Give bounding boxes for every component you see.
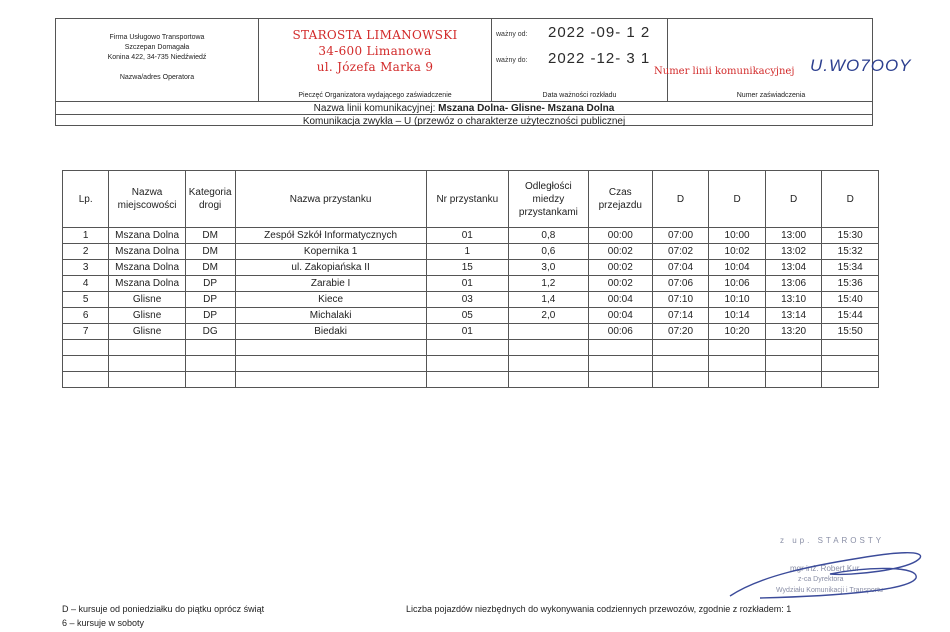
operator-line-1: Firma Usługowo Transportowa [109, 34, 205, 41]
cell-town [109, 356, 185, 372]
cell-course-1: 07:20 [652, 324, 709, 340]
cell-stop-name: Kiece [235, 292, 426, 308]
cell-stop-name: ul. Zakopiańska II [235, 260, 426, 276]
stamp-line-1: STAROSTA LIMANOWSKI [292, 28, 458, 42]
cell-stop-number: 15 [426, 260, 508, 276]
signature-stamp-line-3: z-ca Dyrektora [798, 576, 844, 583]
cell-distance: 1,2 [508, 276, 588, 292]
table-row [63, 324, 879, 340]
cell-road-category [185, 340, 235, 356]
cell-course-4 [822, 356, 879, 372]
cell-course-1: 07:06 [652, 276, 709, 292]
line-number-stamp: Numer linii komunikacyjnej [654, 66, 795, 77]
cell-distance: 3,0 [508, 260, 588, 276]
certificate-label: Numer zaświadczenia [736, 92, 806, 99]
cell-lp: 6 [63, 308, 109, 324]
cell-travel-time: 00:02 [588, 260, 652, 276]
cell-stop-number [426, 372, 508, 388]
cell-road-category: DG [185, 324, 235, 340]
service-type: Komunikacja zwykła – U (przewóz o charakterze użyteczności publicznej [302, 116, 626, 127]
cell-lp [63, 372, 109, 388]
valid-from-label: ważny od: [496, 31, 528, 38]
cell-road-category [185, 356, 235, 372]
signature-stamp-line-2: mgr inż. Robert Kur [790, 564, 860, 573]
cell-travel-time [588, 372, 652, 388]
cell-stop-name: Zespół Szkół Informatycznych [235, 228, 426, 244]
header-box [55, 18, 912, 127]
valid-to-label: ważny do: [496, 57, 528, 64]
cell-town: Mszana Dolna [109, 228, 185, 244]
cell-lp: 2 [63, 244, 109, 260]
note-d: D – kursuje od poniedziałku do piątku oprócz świąt [62, 604, 265, 614]
cell-stop-number: 01 [426, 276, 508, 292]
cell-distance [508, 356, 588, 372]
cell-course-3: 13:06 [765, 276, 822, 292]
cell-course-2 [709, 372, 766, 388]
cell-course-3: 13:04 [765, 260, 822, 276]
cell-course-2: 10:10 [709, 292, 766, 308]
cell-course-3: 13:14 [765, 308, 822, 324]
cell-lp: 4 [63, 276, 109, 292]
cell-course-3 [765, 356, 822, 372]
cell-lp: 3 [63, 260, 109, 276]
cell-course-2 [709, 356, 766, 372]
cell-course-1: 07:10 [652, 292, 709, 308]
valid-from-value: 2022 -09- 1 2 [548, 24, 651, 41]
cell-course-1: 07:02 [652, 244, 709, 260]
signature-scribble [720, 536, 940, 606]
cell-stop-name: Kopernika 1 [235, 244, 426, 260]
stamp-line-3: ul. Józefa Marka 9 [316, 60, 434, 74]
certificate-handwritten: U.WO7OOY [810, 56, 912, 75]
cell-stop-name: Zarabie I [235, 276, 426, 292]
cell-travel-time [588, 340, 652, 356]
col-course-2: D [709, 171, 766, 228]
cell-stop-name [235, 340, 426, 356]
cell-distance: 0,6 [508, 244, 588, 260]
cell-stop-number: 01 [426, 324, 508, 340]
cell-town [109, 372, 185, 388]
cell-road-category: DP [185, 276, 235, 292]
table-row [63, 356, 879, 372]
cell-course-2 [709, 340, 766, 356]
cell-course-2: 10:06 [709, 276, 766, 292]
service-type-row [56, 114, 872, 127]
cell-distance: 2,0 [508, 308, 588, 324]
certificate-cell [654, 19, 912, 101]
cell-lp: 1 [63, 228, 109, 244]
cell-course-4: 15:36 [822, 276, 879, 292]
operator-line-3: Konina 422, 34-735 Niedźwiedź [107, 54, 207, 61]
cell-town [109, 340, 185, 356]
cell-course-2: 10:02 [709, 244, 766, 260]
cell-stop-number [426, 340, 508, 356]
cell-course-4: 15:32 [822, 244, 879, 260]
cell-distance [508, 340, 588, 356]
cell-course-1: 07:00 [652, 228, 709, 244]
valid-to-value: 2022 -12- 3 1 [548, 50, 651, 67]
operator-line-2: Szczepan Domagała [124, 44, 190, 51]
vehicles-note: Liczba pojazdów niezbędnych do wykonywania codziennych przewozów, zgodnie z rozkładem: 1 [406, 604, 792, 614]
cell-road-category: DM [185, 228, 235, 244]
cell-town: Mszana Dolna [109, 276, 185, 292]
table-row [63, 308, 879, 324]
cell-travel-time: 00:02 [588, 244, 652, 260]
stamp-cell [259, 19, 492, 101]
col-course-1: D [652, 171, 709, 228]
cell-road-category: DM [185, 244, 235, 260]
col-course-3: D [765, 171, 822, 228]
cell-course-3: 13:00 [765, 228, 822, 244]
cell-distance: 1,4 [508, 292, 588, 308]
cell-course-3 [765, 340, 822, 356]
cell-course-4: 15:40 [822, 292, 879, 308]
cell-lp [63, 356, 109, 372]
cell-course-3: 13:02 [765, 244, 822, 260]
cell-lp: 7 [63, 324, 109, 340]
cell-course-4 [822, 372, 879, 388]
signature-stamp-line-4: Wydziału Komunikacji i Transportu [776, 587, 883, 594]
route-label: Nazwa linii komunikacyjnej: [313, 103, 436, 114]
cell-travel-time: 00:04 [588, 292, 652, 308]
cell-course-1 [652, 340, 709, 356]
cell-town: Mszana Dolna [109, 260, 185, 276]
table-row [63, 260, 879, 276]
signature-stamp [720, 536, 940, 606]
cell-stop-name: Biedaki [235, 324, 426, 340]
cell-stop-name: Michalaki [235, 308, 426, 324]
operator-cell [56, 19, 259, 101]
signature-stamp-line-1: z up. STAROSTY [780, 536, 885, 545]
table-header-row [63, 171, 879, 228]
col-travel-time: Czas przejazdu [588, 171, 652, 228]
cell-course-4: 15:44 [822, 308, 879, 324]
cell-travel-time: 00:00 [588, 228, 652, 244]
table-row [63, 292, 879, 308]
validity-label: Data ważności rozkładu [542, 92, 617, 99]
cell-course-3: 13:10 [765, 292, 822, 308]
note-6: 6 – kursuje w soboty [62, 618, 145, 628]
cell-road-category [185, 372, 235, 388]
cell-town: Glisne [109, 308, 185, 324]
cell-travel-time: 00:06 [588, 324, 652, 340]
cell-town: Glisne [109, 292, 185, 308]
col-distance: Odległości miedzy przystankami [508, 171, 588, 228]
col-town: Nazwa miejscowości [109, 171, 185, 228]
cell-road-category: DM [185, 260, 235, 276]
cell-stop-name [235, 356, 426, 372]
cell-town: Mszana Dolna [109, 244, 185, 260]
cell-course-4 [822, 340, 879, 356]
cell-course-1 [652, 372, 709, 388]
cell-road-category: DP [185, 308, 235, 324]
cell-course-1 [652, 356, 709, 372]
cell-course-3 [765, 372, 822, 388]
cell-travel-time [588, 356, 652, 372]
schedule-table [62, 170, 879, 388]
cell-stop-number: 1 [426, 244, 508, 260]
col-course-4: D [822, 171, 879, 228]
cell-distance [508, 372, 588, 388]
col-road-category: Kategoria drogi [185, 171, 235, 228]
cell-stop-number: 01 [426, 228, 508, 244]
cell-course-4: 15:30 [822, 228, 879, 244]
col-stop-number: Nr przystanku [426, 171, 508, 228]
table-row [63, 372, 879, 388]
cell-road-category: DP [185, 292, 235, 308]
cell-course-2: 10:14 [709, 308, 766, 324]
cell-town: Glisne [109, 324, 185, 340]
col-lp: Lp. [63, 171, 109, 228]
cell-lp: 5 [63, 292, 109, 308]
validity-cell [492, 19, 668, 101]
cell-stop-name [235, 372, 426, 388]
cell-stop-number: 05 [426, 308, 508, 324]
cell-distance [508, 324, 588, 340]
cell-distance: 0,8 [508, 228, 588, 244]
stamp-line-2: 34-600 Limanowa [318, 44, 432, 58]
route-name: Mszana Dolna- Glisne- Mszana Dolna [438, 103, 615, 114]
cell-course-2: 10:04 [709, 260, 766, 276]
col-stop-name: Nazwa przystanku [235, 171, 426, 228]
table-row [63, 244, 879, 260]
cell-travel-time: 00:04 [588, 308, 652, 324]
cell-lp [63, 340, 109, 356]
table-body [63, 228, 879, 388]
cell-course-2: 10:00 [709, 228, 766, 244]
cell-course-1: 07:14 [652, 308, 709, 324]
stamp-label: Pieczęć Organizatora wydającego zaświadczenie [298, 92, 452, 99]
table-row [63, 276, 879, 292]
cell-course-3: 13:20 [765, 324, 822, 340]
cell-course-1: 07:04 [652, 260, 709, 276]
cell-course-4: 15:50 [822, 324, 879, 340]
table-row [63, 228, 879, 244]
cell-stop-number [426, 356, 508, 372]
cell-stop-number: 03 [426, 292, 508, 308]
table-row [63, 340, 879, 356]
cell-course-4: 15:34 [822, 260, 879, 276]
route-row [56, 101, 872, 114]
cell-course-2: 10:20 [709, 324, 766, 340]
operator-label: Nazwa/adres Operatora [119, 74, 195, 81]
cell-travel-time: 00:02 [588, 276, 652, 292]
